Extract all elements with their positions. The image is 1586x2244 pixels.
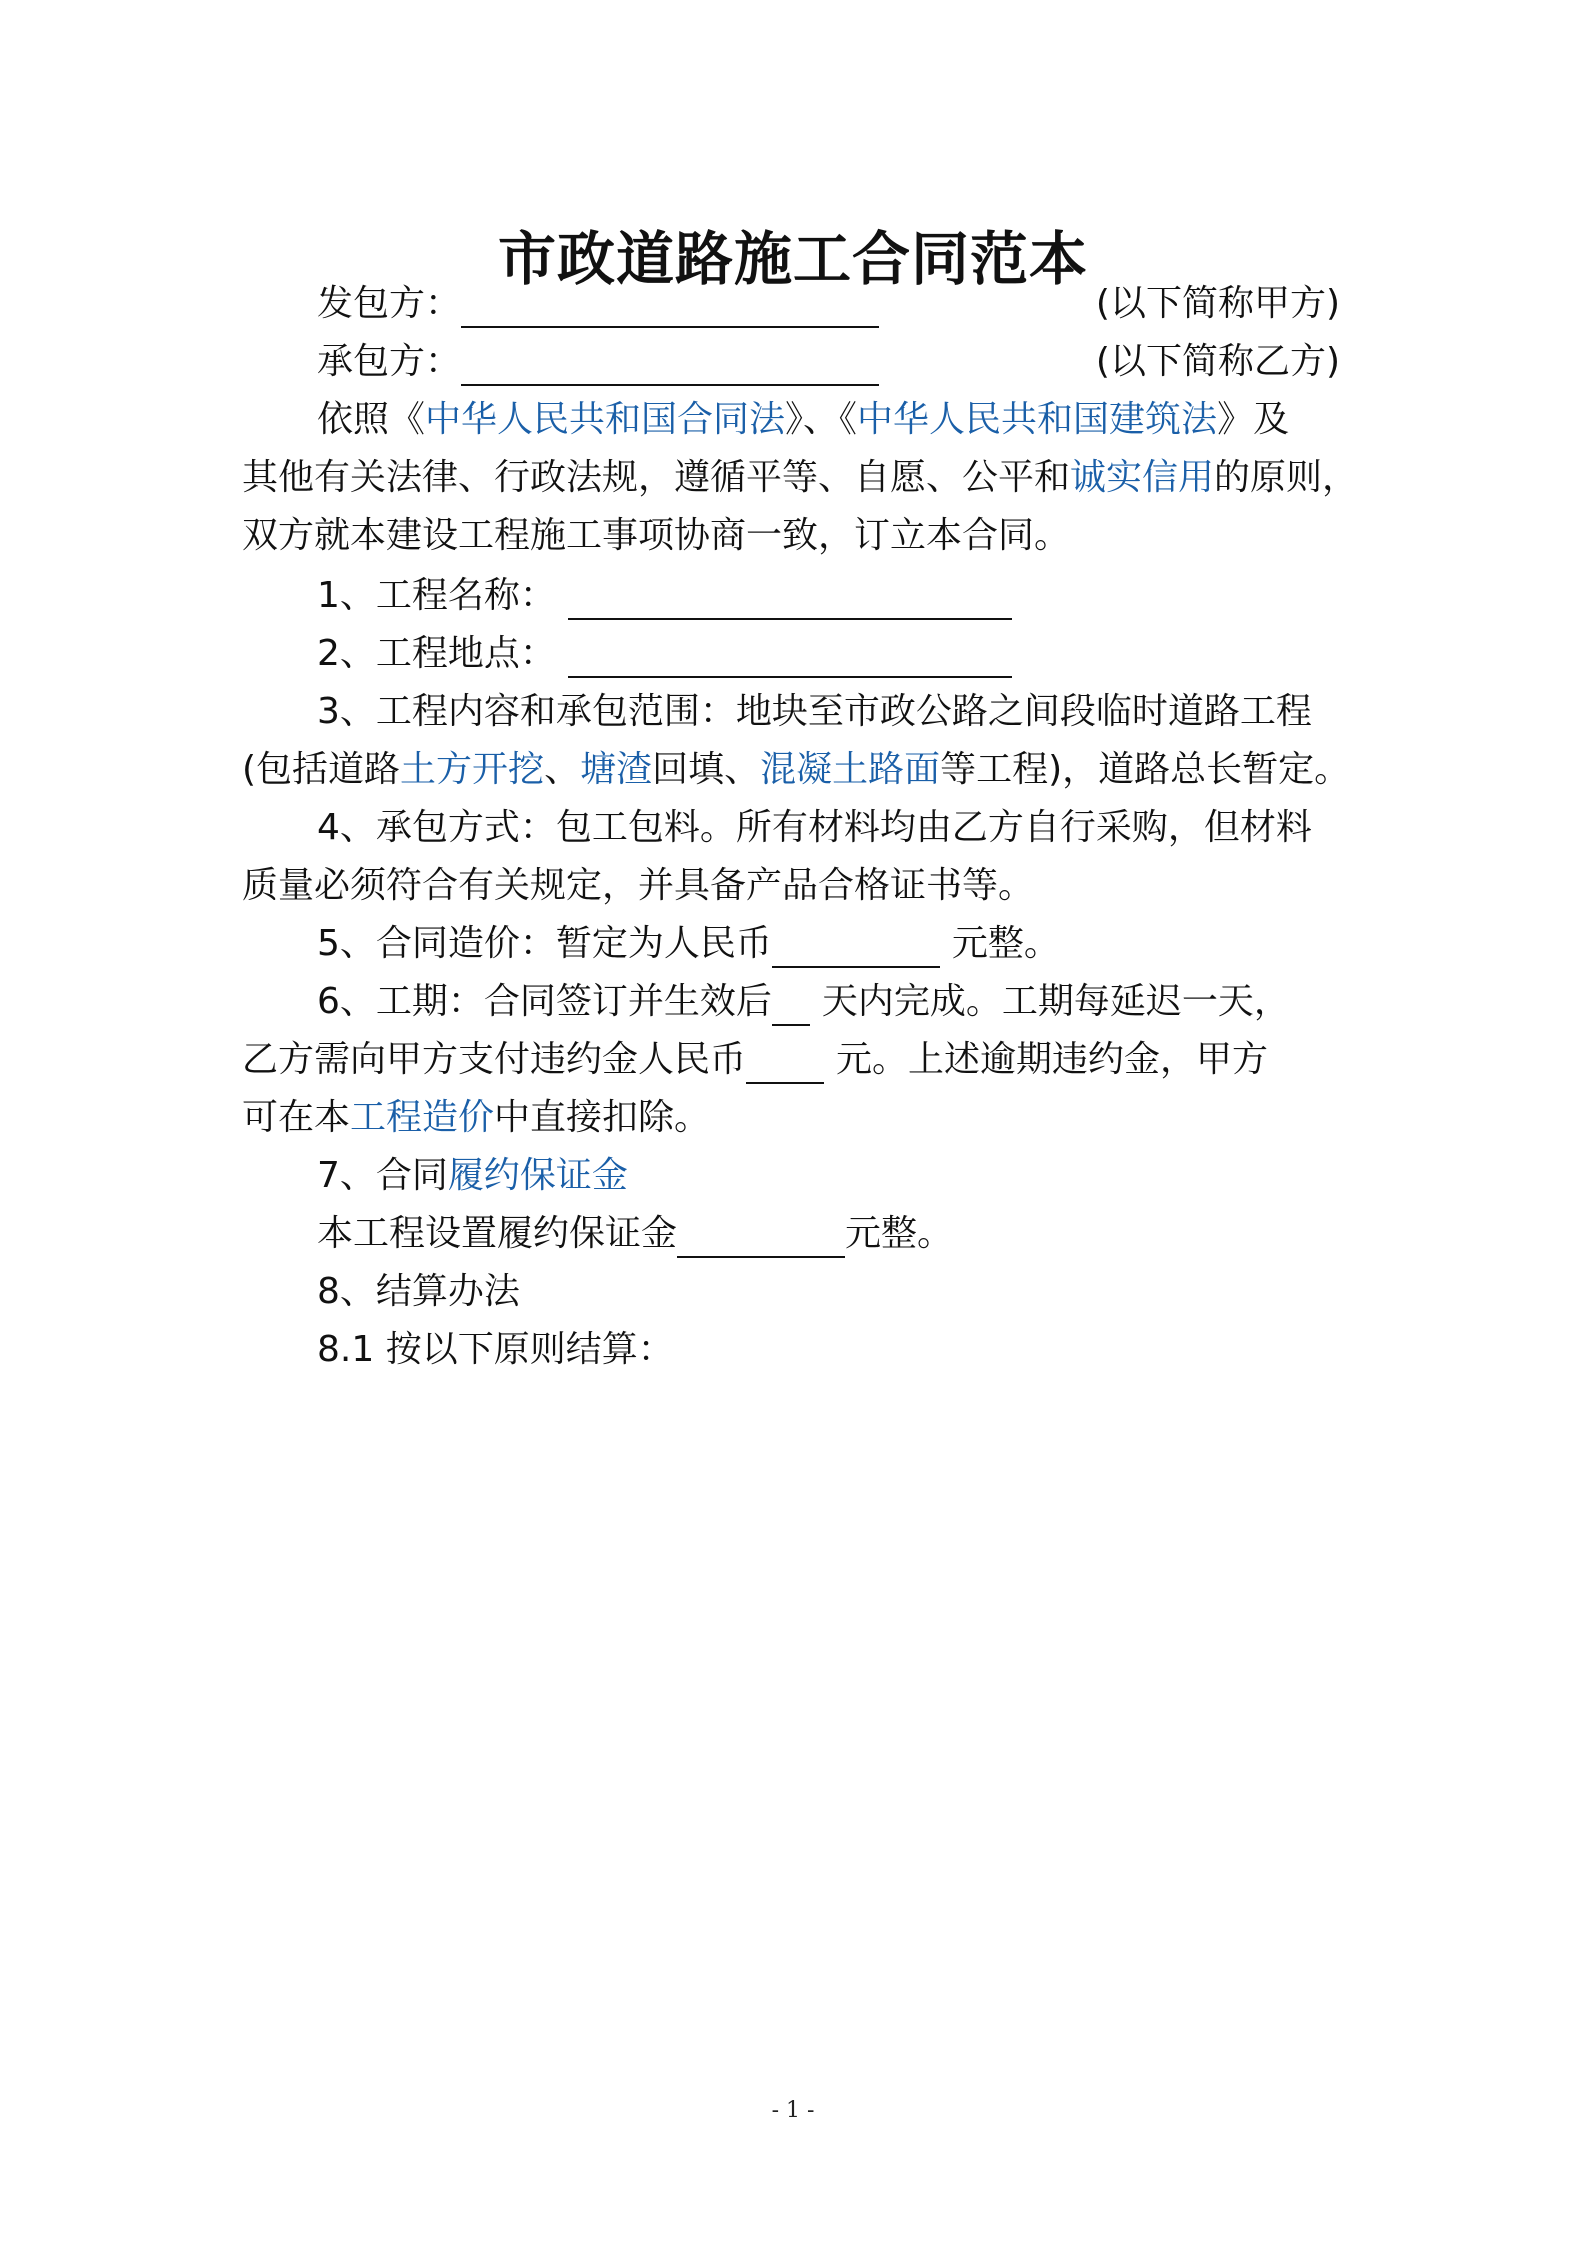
- clause-6-text: 中直接扣除。: [494, 1097, 711, 1138]
- clause-7-text: 7、合同: [317, 1155, 448, 1196]
- days-blank[interactable]: [772, 980, 810, 1026]
- clause-4-line-1: 4、承包方式：包工包料。所有材料均由乙方自行采购，但材料: [317, 807, 1312, 848]
- clause-3-text: 回填、: [652, 749, 761, 790]
- clause-5-price: [242, 922, 1352, 968]
- clause-3-line-2: [242, 748, 1352, 792]
- project-name-blank[interactable]: [568, 574, 1012, 620]
- intro-text: 其他有关法律、行政法规，遵循平等、自愿、公平和: [242, 457, 1071, 498]
- clause-5-text: 元整。: [951, 923, 1060, 964]
- clause-6-text: 可在本: [242, 1097, 351, 1138]
- intro-line-3: 双方就本建设工程施工事项协商一致，订立本合同。: [242, 515, 1071, 556]
- clause-3-text: 等工程)，道路总长暂定。: [940, 749, 1351, 790]
- bond-blank[interactable]: [677, 1212, 845, 1258]
- earthwork-link[interactable]: 土方开挖: [400, 749, 545, 790]
- party-a-blank[interactable]: [461, 282, 879, 328]
- clause-6-text: 元。上述逾期违约金，甲方: [836, 1039, 1269, 1080]
- clause-3-text: (包括道路: [242, 749, 401, 790]
- party-b-label: 承包方：: [317, 341, 462, 382]
- clause-2-project-location: [242, 632, 1352, 678]
- clause-2-label: 2、工程地点：: [317, 633, 556, 674]
- contract-law-link[interactable]: 中华人民共和国合同法: [425, 399, 786, 440]
- intro-text: 依照《: [317, 399, 426, 440]
- price-blank[interactable]: [772, 922, 940, 968]
- clause-8-heading: 8、结算办法: [317, 1271, 520, 1312]
- intro-line-1: [242, 398, 1352, 442]
- intro-text: 的原则，: [1214, 457, 1359, 498]
- gravel-link[interactable]: 塘渣: [580, 749, 653, 790]
- clause-8-1: 8.1 按以下原则结算：: [317, 1329, 674, 1370]
- clause-6-text: 天内完成。工期每延迟一天，: [821, 981, 1290, 1022]
- intro-text: 》及: [1217, 399, 1290, 440]
- clause-6-text: 乙方需向甲方支付违约金人民币: [242, 1039, 747, 1080]
- penalty-blank[interactable]: [746, 1038, 824, 1084]
- clause-7-heading: [242, 1154, 1352, 1198]
- intro-line-2: [242, 456, 1359, 500]
- project-location-blank[interactable]: [568, 632, 1012, 678]
- clause-5-text: 5、合同造价：暂定为人民币: [317, 923, 772, 964]
- party-b-note: (以下简称乙方): [1095, 341, 1340, 382]
- party-a-label: 发包方：: [317, 283, 462, 324]
- clause-7-text: 本工程设置履约保证金: [317, 1213, 678, 1254]
- good-faith-link[interactable]: 诚实信用: [1070, 457, 1215, 498]
- clause-6-text: 6、工期：合同签订并生效后: [317, 981, 772, 1022]
- party-b-blank[interactable]: [461, 340, 879, 386]
- clause-7-text: 元整。: [845, 1213, 954, 1254]
- clause-1-label: 1、工程名称：: [317, 575, 556, 616]
- document-title: 市政道路施工合同范本: [497, 225, 1088, 293]
- party-a-note: (以下简称甲方): [1095, 283, 1340, 324]
- performance-bond-link[interactable]: 履约保证金: [447, 1155, 628, 1196]
- construction-law-link[interactable]: 中华人民共和国建筑法: [857, 399, 1218, 440]
- party-a-line: [242, 282, 1352, 328]
- clause-6-line-1: [242, 980, 1352, 1026]
- clause-4-line-2: 质量必须符合有关规定，并具备产品合格证书等。: [242, 865, 1035, 906]
- clause-7-bond: [242, 1212, 1352, 1258]
- clause-6-line-3: [242, 1096, 1352, 1140]
- party-b-line: [242, 340, 1352, 386]
- concrete-pavement-link[interactable]: 混凝土路面: [760, 749, 941, 790]
- clause-3-line-1: 3、工程内容和承包范围：地块至市政公路之间段临时道路工程: [317, 691, 1312, 732]
- intro-text: 》、《: [785, 399, 858, 440]
- clause-1-project-name: [242, 574, 1352, 620]
- page-number: - 1 -: [771, 2098, 815, 2123]
- clause-3-text: 、: [544, 749, 581, 790]
- project-cost-link[interactable]: 工程造价: [350, 1097, 495, 1138]
- clause-6-line-2: [242, 1038, 1352, 1084]
